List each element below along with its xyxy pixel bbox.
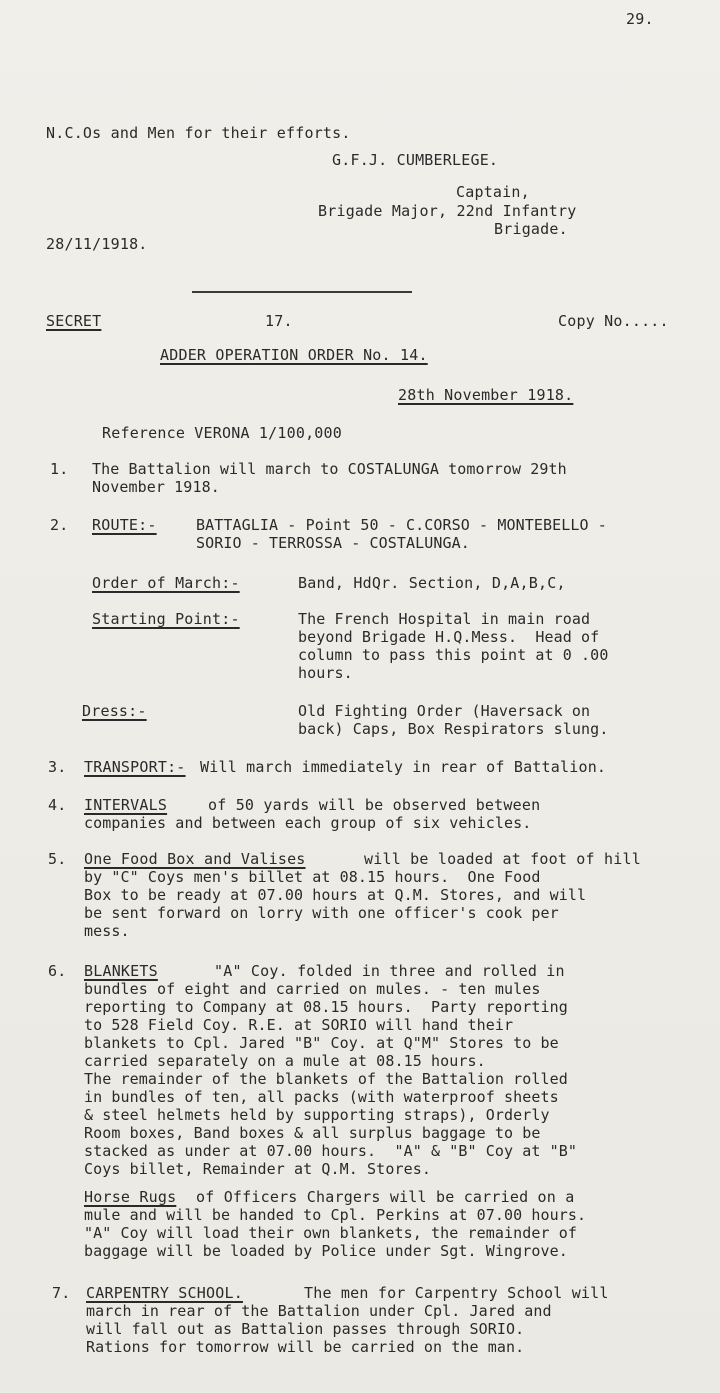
- item-5-number: 5.: [48, 850, 67, 868]
- intervals-label: INTERVALS: [84, 796, 168, 814]
- closing-date: 28/11/1918.: [46, 235, 148, 253]
- signatory-role-cont: Brigade.: [494, 220, 568, 238]
- blankets-text: "A" Coy. folded in three and rolled in: [214, 962, 565, 980]
- separator-rule: [192, 291, 412, 293]
- item-3-number: 3.: [48, 758, 67, 776]
- intervals-text: of 50 yards will be observed between: [208, 796, 541, 814]
- signatory-name: G.F.J. CUMBERLEGE.: [332, 151, 499, 169]
- dress-text: Old Fighting Order (Haversack on back) Caps, Box Respirators slung.: [298, 702, 609, 738]
- horse-rugs-cont: mule and will be handed to Cpl. Perkins at 07.00 hours. "A" Coy will load their own blankets, the remainder of baggage will be loaded by Police under Sgt. Wingrove.: [84, 1206, 587, 1260]
- blankets-label: BLANKETS: [84, 962, 158, 980]
- closing-line: N.C.Os and Men for their efforts.: [46, 124, 351, 142]
- map-reference: Reference VERONA 1/100,000: [102, 424, 342, 442]
- carpentry-text: The men for Carpentry School will: [304, 1284, 609, 1302]
- transport-label: TRANSPORT:-: [84, 758, 186, 776]
- order-date: 28th November 1918.: [398, 386, 574, 404]
- order-title: ADDER OPERATION ORDER No. 14.: [160, 346, 428, 364]
- item-1-number: 1.: [50, 460, 69, 478]
- signatory-rank: Captain,: [456, 183, 530, 201]
- order-number: 17.: [265, 312, 293, 330]
- item-1-text: The Battalion will march to COSTALUNGA tomorrow 29th November 1918.: [92, 460, 567, 496]
- page-number: 29.: [626, 10, 654, 28]
- blankets-cont: bundles of eight and carried on mules. - ten mules reporting to Company at 08.15 hours. Party reporting to 528 Field Coy. R.E. at SORIO will hand their blankets to Cpl. Jared "B" Coy. at Q"M" Stores to be carried separately on a mule at 08.15 hours. The remainder of the blankets of the Battalion rolled in bundles of ten, all packs (with waterproof sheets & steel helmets held by supporting straps), Orderly Room boxes, Band boxes & all surplus baggage to be stacked as under at 07.00 hours. "A" & "B" Coy at "B" Coys billet, Remainder at Q.M. Stores.: [84, 980, 578, 1178]
- secret-label: SECRET: [46, 312, 102, 330]
- dress-label: Dress:-: [82, 702, 147, 720]
- order-of-march-label: Order of March:-: [92, 574, 240, 592]
- copy-number: Copy No.....: [558, 312, 669, 330]
- horse-rugs-label: Horse Rugs: [84, 1188, 177, 1206]
- transport-text: Will march immediately in rear of Battalion.: [200, 758, 607, 776]
- route-text: BATTAGLIA - Point 50 - C.CORSO - MONTEBELLO - SORIO - TERROSSA - COSTALUNGA.: [196, 516, 607, 552]
- intervals-cont: companies and between each group of six vehicles.: [84, 814, 532, 832]
- item-7-number: 7.: [52, 1284, 71, 1302]
- order-of-march-text: Band, HdQr. Section, D,A,B,C,: [298, 574, 566, 592]
- food-box-cont: by "C" Coys men's billet at 08.15 hours. One Food Box to be ready at 07.00 hours at Q.M. Stores, and will be sent forward on lorry with one officer's cook per mess.: [84, 868, 587, 940]
- food-box-text: will be loaded at foot of hill: [364, 850, 641, 868]
- route-label: ROUTE:-: [92, 516, 157, 534]
- item-2-number: 2.: [50, 516, 69, 534]
- item-4-number: 4.: [48, 796, 67, 814]
- food-box-label: One Food Box and Valises: [84, 850, 306, 868]
- starting-point-text: The French Hospital in main road beyond Brigade H.Q.Mess. Head of column to pass this point at 0 .00 hours.: [298, 610, 609, 682]
- starting-point-label: Starting Point:-: [92, 610, 240, 628]
- item-6-number: 6.: [48, 962, 67, 980]
- carpentry-cont: march in rear of the Battalion under Cpl. Jared and will fall out as Battalion passes through SORIO. Rations for tomorrow will be carried on the man.: [86, 1302, 552, 1356]
- carpentry-label: CARPENTRY SCHOOL.: [86, 1284, 243, 1302]
- signatory-role: Brigade Major, 22nd Infantry: [318, 202, 577, 220]
- horse-rugs-text: of Officers Chargers will be carried on a: [196, 1188, 575, 1206]
